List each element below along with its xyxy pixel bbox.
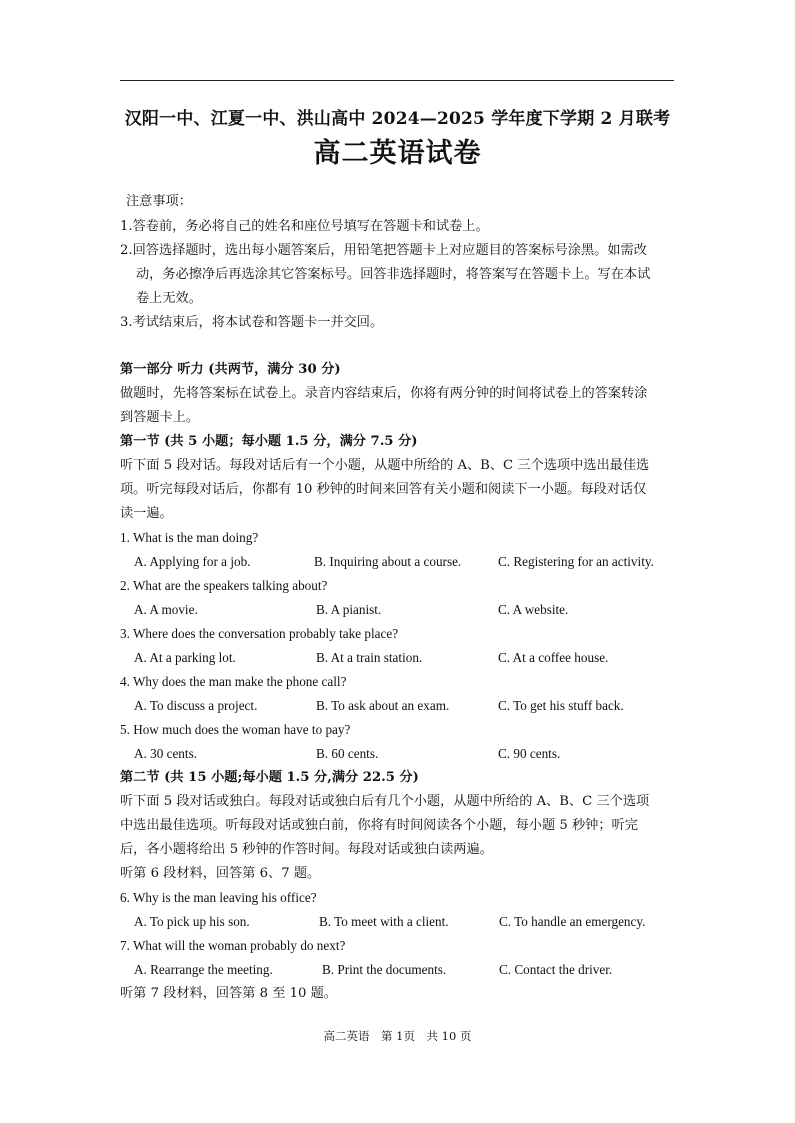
option-2c: C. A website. [498, 602, 569, 617]
notice-heading: 注意事项： [126, 194, 192, 209]
school-line: 汉阳一中、江夏一中、洪山高中 2024—2025 学年度下学期 2 月联考 [124, 109, 671, 129]
section1-heading: 第一节 (共 5 小题；每小题 1.5 分，满分 7.5 分) [120, 434, 418, 449]
section1-intro-line-3: 读一遍。 [120, 506, 173, 521]
option-2b: B. A pianist. [316, 602, 382, 617]
option-4c: C. To get his stuff back. [498, 698, 624, 713]
exam-title: 高二英语试卷 [313, 138, 482, 169]
question-5: 5. How much does the woman have to pay? [120, 722, 351, 737]
option-3b: B. At a train station. [316, 650, 423, 665]
page-footer: 高二英语 第 1页 共 10 页 [323, 1029, 472, 1043]
question-7: 7. What will the woman probably do next? [120, 938, 346, 953]
material-6-instruction: 听第 6 段材料，回答第 6、7 题。 [120, 866, 321, 881]
section1-intro-line-2: 项。听完每段对话后，你都有 10 秒钟的时间来回答有关小题和阅读下一小题。每段对话仅 [120, 482, 647, 497]
option-2a: A. A movie. [134, 602, 198, 617]
top-divider [120, 80, 674, 81]
part1-intro-line-2: 到答题卡上。 [120, 410, 200, 425]
section2-intro-line-1: 听下面 5 段对话或独白。每段对话或独白后有几个小题，从题中所给的 A、B、C 三个选项 [120, 794, 650, 809]
option-1c: C. Registering for an activity. [498, 554, 654, 569]
option-5c: C. 90 cents. [498, 746, 561, 761]
option-6c: C. To handle an emergency. [499, 914, 646, 929]
option-7c: C. Contact the driver. [499, 962, 613, 977]
question-4: 4. Why does the man make the phone call? [120, 674, 347, 689]
option-1a: A. Applying for a job. [134, 554, 251, 569]
option-6b: B. To meet with a client. [319, 914, 449, 929]
part1-heading: 第一部分 听力 (共两节，满分 30 分) [120, 362, 341, 377]
option-5a: A. 30 cents. [134, 746, 197, 761]
option-5b: B. 60 cents. [316, 746, 379, 761]
option-6a: A. To pick up his son. [134, 914, 250, 929]
section2-heading: 第二节 (共 15 小题;每小题 1.5 分,满分 22.5 分) [120, 770, 419, 785]
question-2: 2. What are the speakers talking about? [120, 578, 328, 593]
material-7-instruction: 听第 7 段材料，回答第 8 至 10 题。 [120, 986, 337, 1001]
section2-intro-line-3: 后，各小题将给出 5 秒钟的作答时间。每段对话或独白读两遍。 [120, 842, 493, 857]
notice-item-1: 1.答卷前，务必将自己的姓名和座位号填写在答题卡和试卷上。 [120, 219, 489, 234]
option-3c: C. At a coffee house. [498, 650, 609, 665]
part1-intro-line-1: 做题时，先将答案标在试卷上。录音内容结束后，你将有两分钟的时间将试卷上的答案转涂 [120, 386, 648, 401]
notice-item-2-line-2: 动，务必擦净后再选涂其它答案标号。回答非选择题时，将答案写在答题卡上。写在本试 [136, 267, 651, 282]
notice-item-3: 3.考试结束后，将本试卷和答题卡一并交回。 [120, 315, 384, 330]
option-3a: A. At a parking lot. [134, 650, 236, 665]
question-3: 3. Where does the conversation probably take place? [120, 626, 399, 641]
notice-item-2-line-3: 卷上无效。 [136, 291, 202, 306]
option-7b: B. Print the documents. [322, 962, 447, 977]
question-1: 1. What is the man doing? [120, 530, 259, 545]
option-1b: B. Inquiring about a course. [314, 554, 462, 569]
option-7a: A. Rearrange the meeting. [134, 962, 273, 977]
question-6: 6. Why is the man leaving his office? [120, 890, 317, 905]
section1-intro-line-1: 听下面 5 段对话。每段对话后有一个小题，从题中所给的 A、B、C 三个选项中选出最佳选 [120, 458, 650, 473]
option-4a: A. To discuss a project. [134, 698, 258, 713]
section2-intro-line-2: 中选出最佳选项。听每段对话或独白前，你将有时间阅读各个小题，每小题 5 秒钟；听完 [120, 818, 638, 833]
notice-item-2-line-1: 2.回答选择题时，选出每小题答案后，用铅笔把答题卡上对应题目的答案标号涂黑。如需改 [120, 243, 647, 258]
option-4b: B. To ask about an exam. [316, 698, 450, 713]
